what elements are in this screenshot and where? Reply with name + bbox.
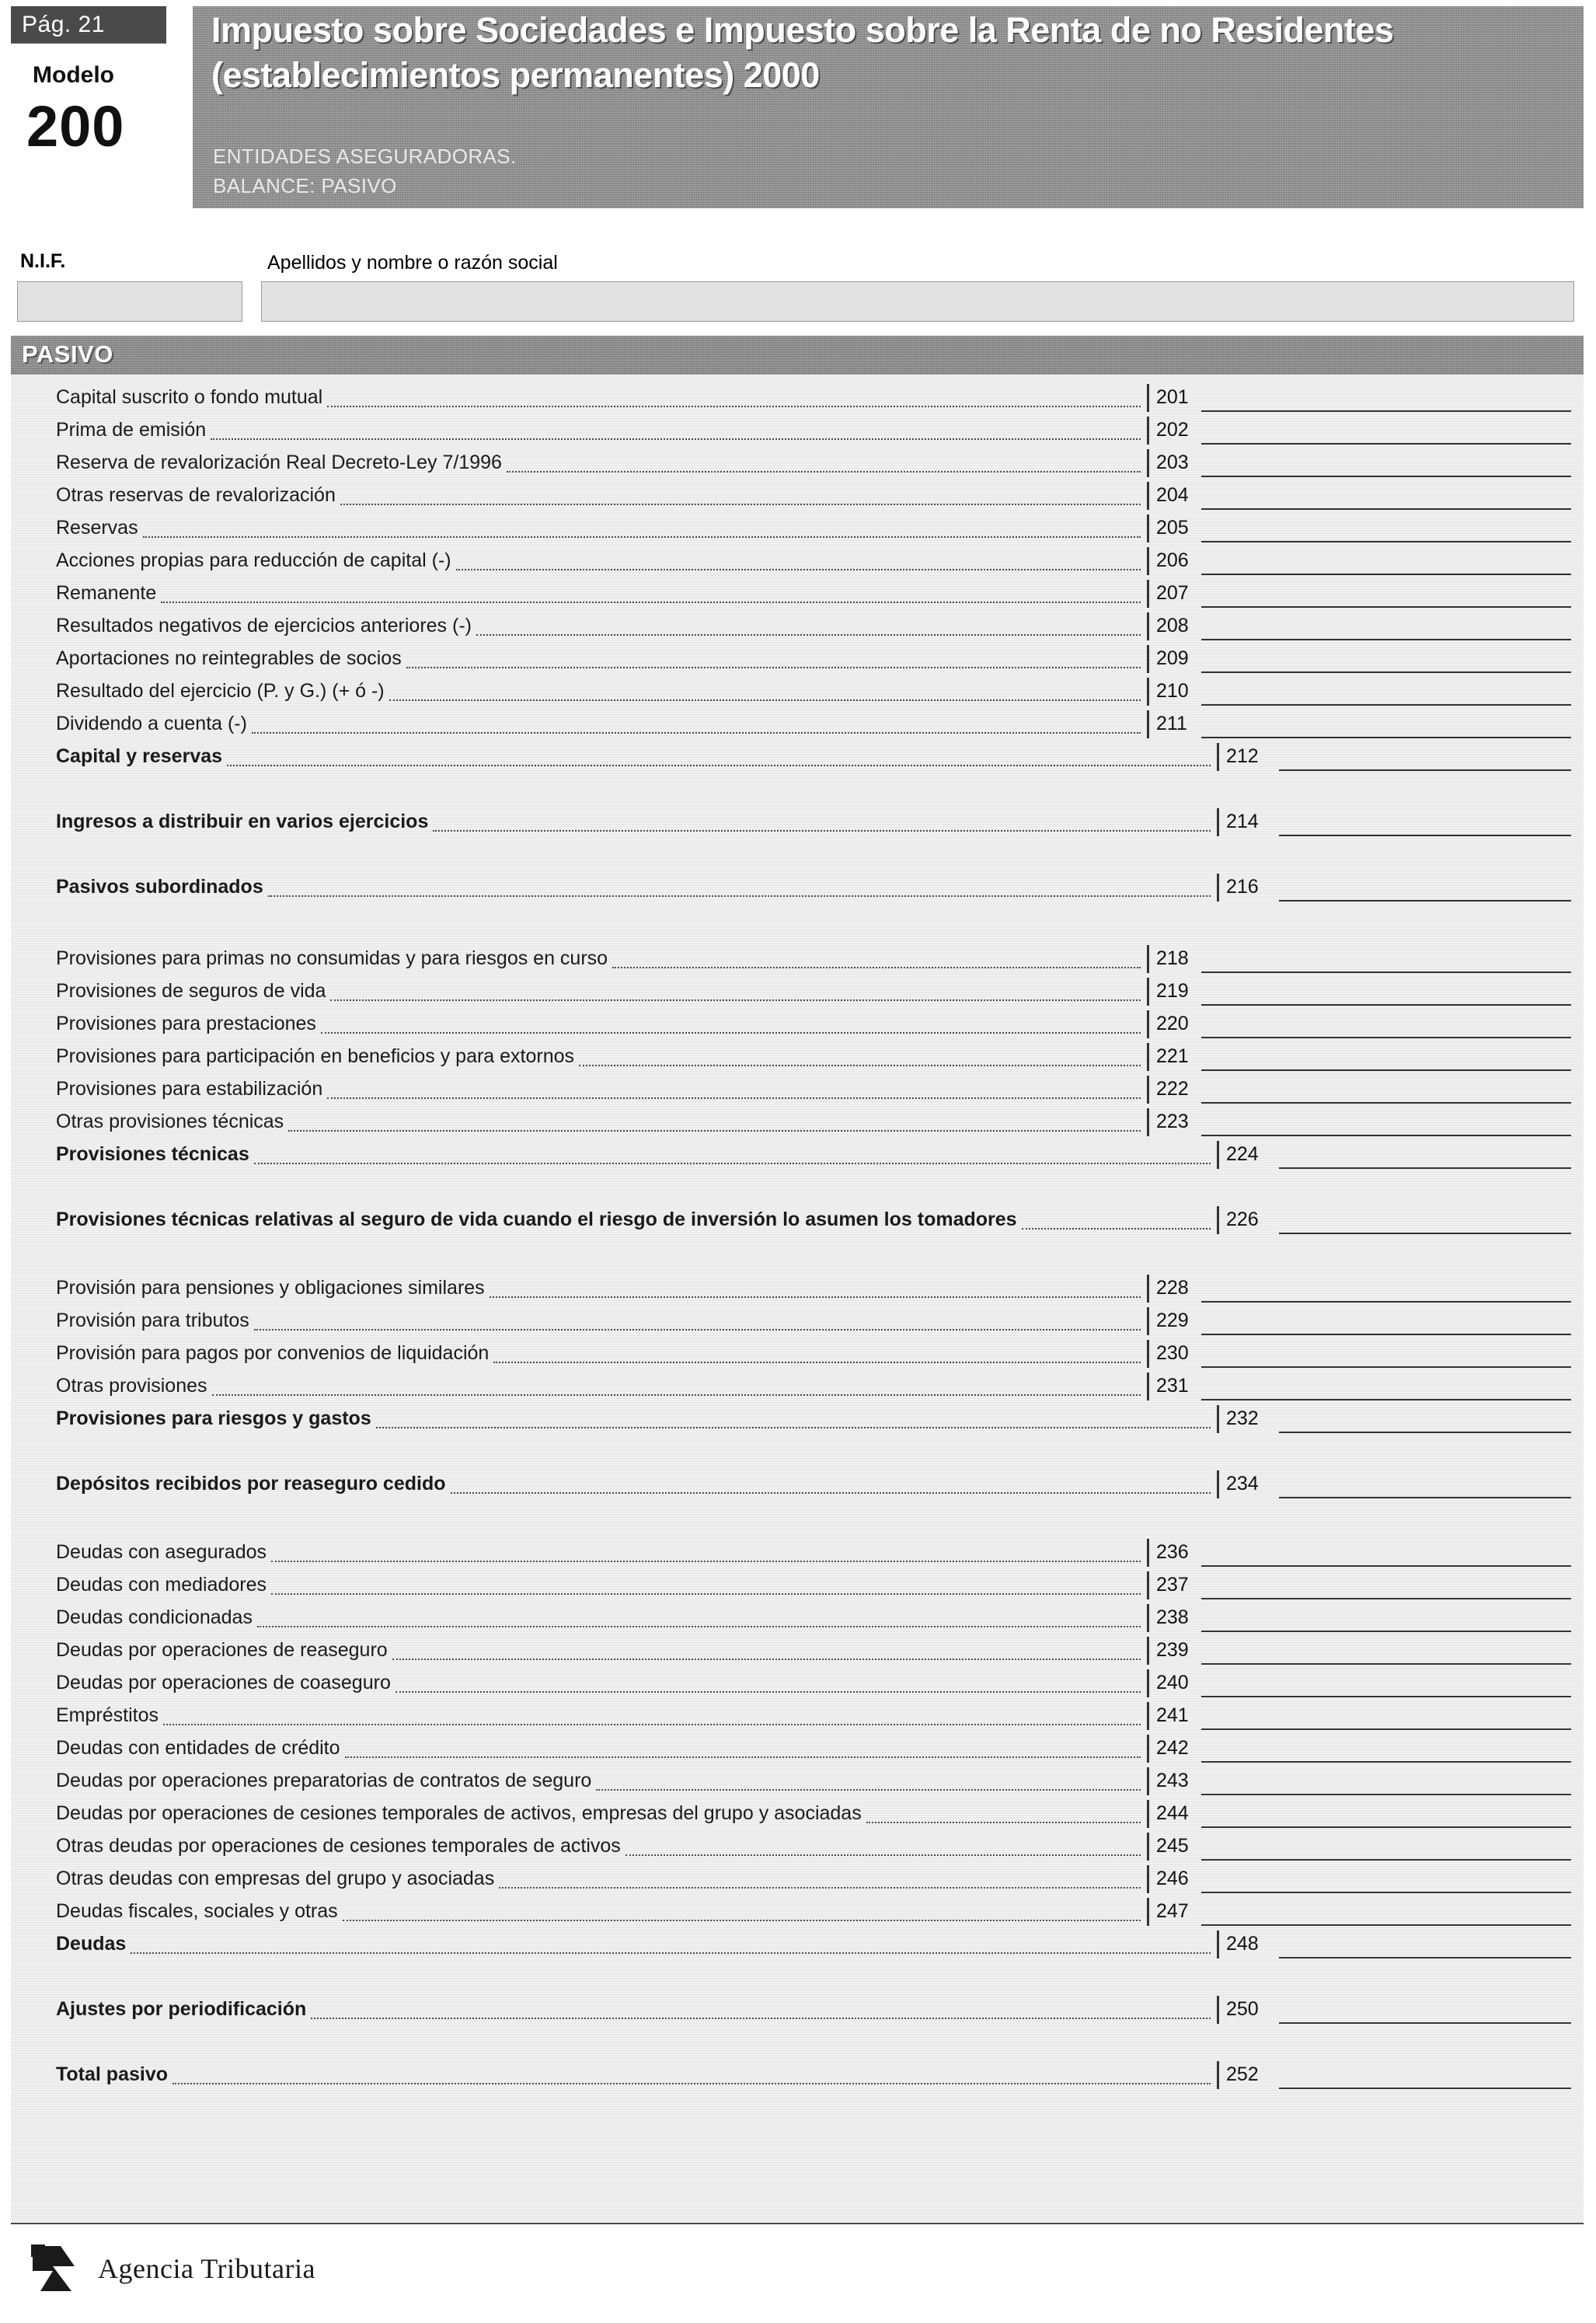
row-value-input[interactable] [1201,1307,1571,1335]
row-value-input[interactable] [1201,1275,1571,1303]
row-leader-dots [161,601,1141,603]
row-code: 241 [1147,1702,1201,1730]
row-label: Deudas con entidades de crédito [56,1737,340,1759]
row-leader-dots [476,633,1141,636]
row-label: Provisiones de seguros de vida [56,980,326,1002]
form-row [11,1766,1584,1798]
row-label: Deudas por operaciones de reaseguro [56,1639,388,1661]
form-row [11,1371,1584,1404]
row-code: 204 [1147,482,1201,510]
form-row [11,1205,1584,1237]
row-code: 247 [1147,1898,1201,1926]
row-value-input[interactable] [1201,482,1571,510]
row-value-input[interactable] [1279,2061,1571,2089]
form-row [11,741,1584,774]
row-label: Reserva de revalorización Real Decreto-Ley 7/1996 [56,452,502,473]
row-leader-dots [612,966,1141,968]
row-leader-dots [311,2017,1211,2019]
row-leader-dots [345,1756,1141,1758]
form-row [11,976,1584,1009]
row-leader-dots [340,503,1141,505]
row-label: Prima de emisión [56,419,207,441]
row-label: Depósitos recibidos por reaseguro cedido [56,1473,446,1495]
row-leader-dots [212,1393,1141,1396]
header-title-block [193,6,1584,208]
row-value-input[interactable] [1201,1833,1571,1861]
row-label: Capital y reservas [56,745,223,767]
row-code: 239 [1147,1637,1201,1665]
row-label: Pasivos subordinados [56,876,263,898]
form-row [11,944,1584,976]
form-row [11,415,1584,448]
row-value-input[interactable] [1201,645,1571,673]
row-leader-dots [268,895,1211,897]
row-code: 222 [1147,1076,1201,1104]
row-label: Otras deudas con empresas del grupo y asociadas [56,1868,495,1889]
row-code: 221 [1147,1043,1201,1071]
row-value-input[interactable] [1201,1108,1571,1136]
row-value-input[interactable] [1201,1340,1571,1368]
row-leader-dots [456,568,1141,570]
row-leader-dots [579,1064,1141,1066]
form-row [11,1273,1584,1306]
page-header [0,0,1596,225]
row-label: Total pasivo [56,2063,169,2085]
row-label: Provisión para pensiones y obligaciones similares [56,1277,485,1299]
form-row [11,872,1584,905]
row-label: Otras reservas de revalorización [56,484,336,506]
form-row [11,1469,1584,1502]
form-row [11,1404,1584,1436]
row-leader-dots [172,2082,1211,2084]
row-leader-dots [490,1296,1141,1298]
row-leader-dots [271,1560,1141,1562]
page-subtitle-entity: ENTIDADES ASEGURADORAS. [213,145,517,168]
row-value-input[interactable] [1201,1767,1571,1795]
row-leader-dots [321,1031,1141,1034]
page-title: Impuesto sobre Sociedades e Impuesto sobre la Renta de no Residentes (establecimientos permanentes) 2000 [211,10,1394,95]
row-label: Deudas por operaciones de cesiones temporales de activos, empresas del grupo y asociadas [56,1802,862,1824]
form-row [11,1570,1584,1603]
row-code: 234 [1217,1470,1279,1498]
form-row [11,1139,1584,1172]
form-row [11,1733,1584,1766]
form-row [11,1635,1584,1668]
row-code: 218 [1147,945,1201,973]
row-value-input[interactable] [1201,547,1571,575]
row-leader-dots [866,1821,1141,1823]
row-leader-dots [392,1658,1141,1660]
form-row [11,448,1584,480]
row-label: Deudas por operaciones de coaseguro [56,1672,391,1693]
row-code: 214 [1217,808,1279,836]
form-row [11,546,1584,578]
row-leader-dots [271,1592,1141,1595]
row-label: Empréstitos [56,1704,159,1726]
row-value-input[interactable] [1201,678,1571,706]
header-left-block [11,6,180,208]
form-row [11,1009,1584,1041]
row-leader-dots [327,405,1141,407]
row-label: Deudas con asegurados [56,1541,267,1563]
row-value-input[interactable] [1201,580,1571,608]
row-value-input[interactable] [1201,1076,1571,1104]
row-leader-dots [626,1854,1141,1856]
row-code: 205 [1147,514,1201,542]
row-value-input[interactable] [1201,1373,1571,1400]
row-leader-dots [254,1328,1141,1331]
form-row [11,513,1584,546]
row-code: 243 [1147,1767,1201,1795]
row-label: Otras provisiones [56,1375,207,1397]
form-row [11,2060,1584,2092]
form-row [11,1994,1584,2027]
row-value-input[interactable] [1201,945,1571,973]
row-value-input[interactable] [1279,1996,1571,2024]
row-label: Deudas por operaciones preparatorias de contratos de seguro [56,1770,592,1791]
form-row [11,611,1584,644]
identification-block [11,249,1584,325]
form-row [11,1306,1584,1338]
row-value-input[interactable] [1201,384,1571,412]
row-code: 252 [1217,2061,1279,2089]
row-code: 212 [1217,743,1279,771]
form-row [11,644,1584,676]
row-code: 216 [1217,874,1279,902]
form-row [11,1338,1584,1371]
form-row [11,1929,1584,1962]
row-code: 202 [1147,417,1201,445]
row-leader-dots [143,535,1141,538]
row-value-input[interactable] [1201,514,1571,542]
row-code: 219 [1147,978,1201,1006]
name-label: Apellidos y nombre o razón social [267,252,558,274]
row-label: Aportaciones no reintegrables de socios [56,647,402,669]
row-label: Deudas con mediadores [56,1574,267,1596]
row-value-input[interactable] [1201,1898,1571,1926]
row-code: 224 [1217,1141,1279,1169]
row-leader-dots [252,731,1141,734]
form-row [11,1603,1584,1635]
row-code: 223 [1147,1108,1201,1136]
form-row [11,1896,1584,1929]
form-rows-container [11,375,1584,2224]
page-subtitle-section: BALANCE: PASIVO [213,174,397,197]
row-leader-dots [1022,1227,1211,1230]
modelo-number: 200 [26,94,125,159]
row-code: 231 [1147,1373,1201,1400]
row-code: 242 [1147,1735,1201,1763]
row-value-input[interactable] [1201,1571,1571,1599]
form-row [11,1041,1584,1074]
row-leader-dots [507,470,1141,473]
row-code: 240 [1147,1669,1201,1697]
row-value-input[interactable] [1279,1206,1571,1234]
row-value-input[interactable] [1201,1800,1571,1828]
row-label: Resultados negativos de ejercicios anteriores (-) [56,615,472,637]
row-label: Capital suscrito o fondo mutual [56,386,323,408]
row-leader-dots [131,1952,1211,1954]
row-value-input[interactable] [1279,808,1571,836]
row-code: 211 [1147,710,1201,738]
row-label: Reservas [56,517,138,539]
row-label: Dividendo a cuenta (-) [56,713,247,734]
row-code: 230 [1147,1340,1201,1368]
row-code: 220 [1147,1010,1201,1038]
row-leader-dots [330,999,1141,1001]
row-code: 232 [1217,1405,1279,1433]
row-value-input[interactable] [1279,743,1571,771]
row-value-input[interactable] [1201,417,1571,445]
row-leader-dots [596,1788,1141,1791]
section-banner [11,336,1584,375]
row-value-input[interactable] [1201,1702,1571,1730]
nif-input[interactable] [17,281,242,322]
agencia-tributaria-label: Agencia Tributaria [98,2253,315,2284]
row-code: 209 [1147,645,1201,673]
row-label: Provisiones para prestaciones [56,1013,316,1034]
row-value-input[interactable] [1201,1043,1571,1071]
row-value-input[interactable] [1279,1405,1571,1433]
row-leader-dots [163,1723,1141,1725]
row-code: 236 [1147,1539,1201,1567]
row-leader-dots [451,1491,1211,1494]
row-code: 244 [1147,1800,1201,1828]
row-code: 226 [1217,1206,1279,1234]
form-row [11,807,1584,839]
form-row [11,1537,1584,1570]
row-leader-dots [257,1625,1141,1627]
row-label: Provisión para pagos por convenios de liquidación [56,1342,490,1364]
form-row [11,709,1584,741]
row-label: Provisiones técnicas relativas al seguro de vida cuando el riesgo de inversión lo asumen los tomadores [56,1209,1017,1230]
row-code: 237 [1147,1571,1201,1599]
section-banner-label: PASIVO [22,340,113,368]
row-code: 201 [1147,384,1201,412]
nif-label: N.I.F. [20,250,66,272]
form-row [11,1668,1584,1700]
row-code: 206 [1147,547,1201,575]
row-value-input[interactable] [1201,710,1571,738]
row-value-input[interactable] [1201,1865,1571,1893]
form-row [11,676,1584,709]
row-label: Provisiones técnicas [56,1143,249,1165]
row-label: Acciones propias para reducción de capital (-) [56,549,451,571]
row-label: Provisión para tributos [56,1310,249,1331]
row-label: Provisiones para primas no consumidas y para riesgos en curso [56,947,608,969]
row-code: 229 [1147,1307,1201,1335]
row-leader-dots [396,1690,1141,1693]
row-label: Deudas [56,1933,127,1955]
row-value-input[interactable] [1201,449,1571,477]
row-leader-dots [433,829,1211,832]
row-value-input[interactable] [1201,612,1571,640]
row-label: Remanente [56,582,157,604]
page-footer [11,2238,1584,2312]
row-value-input[interactable] [1201,1735,1571,1763]
row-code: 210 [1147,678,1201,706]
row-label: Provisiones para participación en beneficios y para extornos [56,1045,575,1067]
row-leader-dots [343,1919,1141,1921]
row-code: 207 [1147,580,1201,608]
row-leader-dots [376,1426,1211,1428]
row-leader-dots [288,1129,1141,1132]
row-value-input[interactable] [1201,1604,1571,1632]
row-code: 228 [1147,1275,1201,1303]
row-leader-dots [211,438,1141,440]
row-label: Provisiones para riesgos y gastos [56,1407,371,1429]
form-row [11,1107,1584,1139]
row-value-input[interactable] [1201,1010,1571,1038]
form-row [11,382,1584,415]
row-value-input[interactable] [1279,1470,1571,1498]
form-row [11,1831,1584,1864]
row-code: 245 [1147,1833,1201,1861]
agencia-tributaria-logo-icon [30,2243,87,2294]
row-value-input[interactable] [1279,1931,1571,1959]
row-code: 238 [1147,1604,1201,1632]
row-leader-dots [227,764,1211,766]
form-row [11,1864,1584,1896]
row-leader-dots [406,666,1141,668]
row-label: Deudas fiscales, sociales y otras [56,1900,338,1922]
row-label: Otras deudas por operaciones de cesiones temporales de activos [56,1835,621,1857]
form-row [11,1074,1584,1107]
name-input[interactable] [261,281,1574,322]
row-value-input[interactable] [1201,978,1571,1006]
form-row [11,578,1584,611]
row-label: Provisiones para estabilización [56,1078,323,1100]
row-label: Deudas condicionadas [56,1606,253,1628]
form-row [11,1700,1584,1733]
row-label: Ajustes por periodificación [56,1998,307,2020]
row-code: 208 [1147,612,1201,640]
row-value-input[interactable] [1201,1637,1571,1665]
form-row [11,480,1584,513]
row-leader-dots [254,1162,1211,1164]
row-leader-dots [327,1097,1141,1099]
form-row [11,1798,1584,1831]
row-label: Resultado del ejercicio (P. y G.) (+ ó -) [56,680,385,702]
row-value-input[interactable] [1201,1539,1571,1567]
row-leader-dots [499,1886,1141,1889]
row-code: 246 [1147,1865,1201,1893]
row-code: 248 [1217,1931,1279,1959]
row-code: 250 [1217,1996,1279,2024]
row-value-input[interactable] [1279,874,1571,902]
row-value-input[interactable] [1279,1141,1571,1169]
row-code: 203 [1147,449,1201,477]
row-label: Otras provisiones técnicas [56,1111,284,1132]
row-leader-dots [493,1361,1141,1363]
modelo-label: Modelo [33,62,114,88]
page-number-badge: Pág. 21 [11,6,166,44]
row-leader-dots [389,699,1141,701]
row-label: Ingresos a distribuir en varios ejercicios [56,811,429,832]
row-value-input[interactable] [1201,1669,1571,1697]
